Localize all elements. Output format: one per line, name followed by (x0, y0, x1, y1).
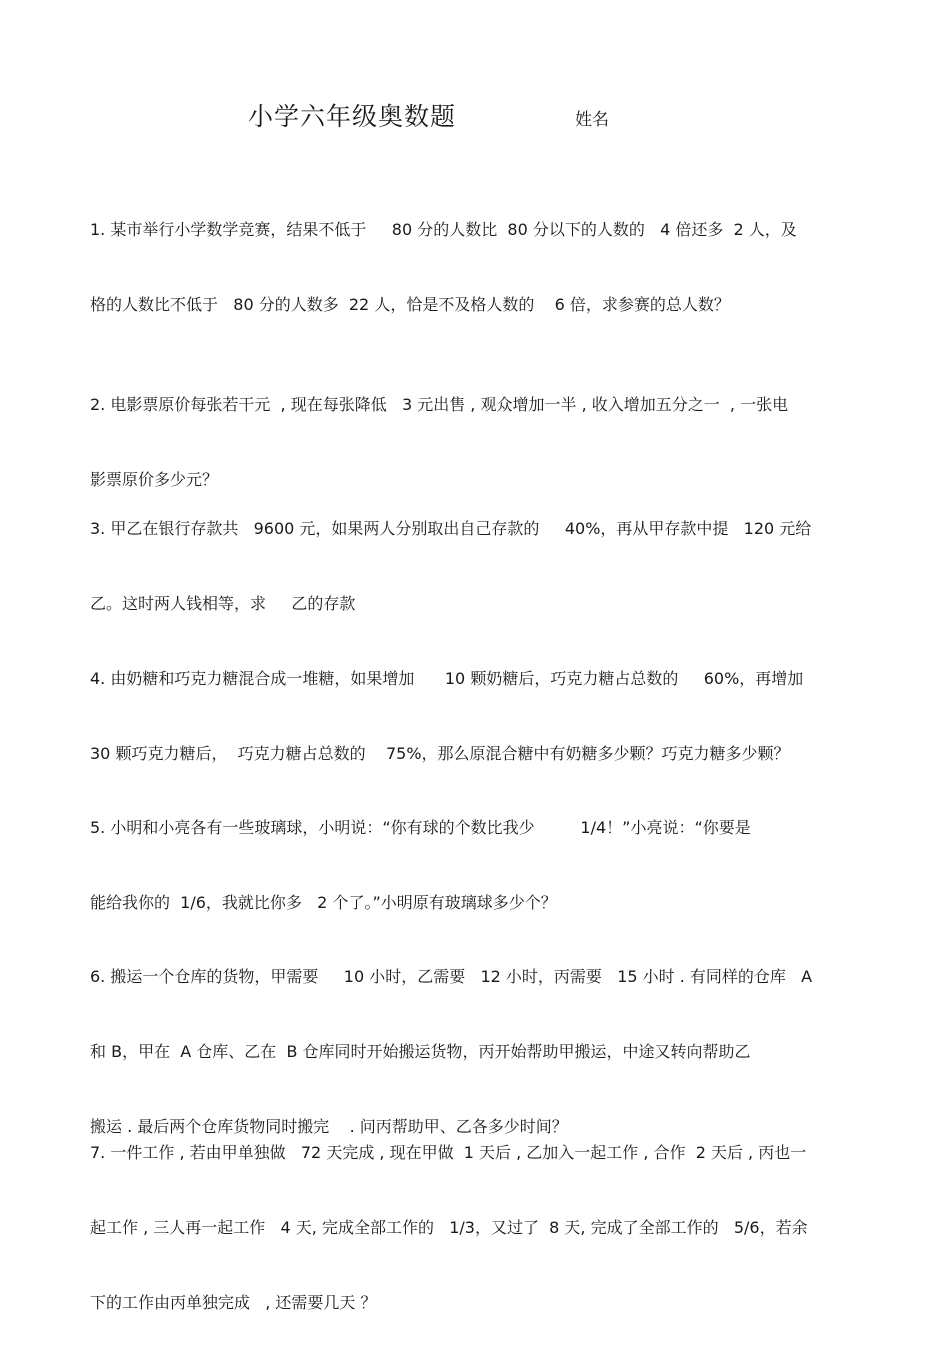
question-line: 30 颗巧克力糖后， 巧克力糖占总数的 75%，那么原混合糖中有奶糖多少颗？巧克力糖多少颗？ (90, 744, 790, 763)
question-line: 2. 电影票原价每张若干元 , 现在每张降低 3 元出售 , 观众增加一半 , 收入增加五分之一 , 一张电 (90, 395, 789, 414)
question-line: 7. 一件工作 , 若由甲单独做 72 天完成 , 现在甲做 1 天后 , 乙加入一起工作 , 合作 2 天后 , 丙也一 (90, 1143, 807, 1162)
question-line: 下的工作由丙单独完成 , 还需要几天 ？ (90, 1293, 377, 1312)
question-line: 和 B，甲在 A 仓库、乙在 B 仓库同时开始搬运货物，丙开始帮助甲搬运，中途又转向帮助乙 (90, 1042, 751, 1061)
question-line: 6. 搬运一个仓库的货物，甲需要 10 小时，乙需要 12 小时，丙需要 15 小时 . 有同样的仓库 A (90, 967, 813, 986)
question-line: 3. 甲乙在银行存款共 9600 元，如果两人分别取出自己存款的 40%，再从甲存款中提 120 元给 (90, 519, 812, 538)
question-1 (90, 167, 862, 367)
question-line: 能给我你的 1/6，我就比你多 2 个了。”小明原有玻璃球多少个？ (90, 893, 557, 912)
question-line: 4. 由奶糖和巧克力糖混合成一堆糖，如果增加 10 颗奶糖后，巧克力糖占总数的 60%，再增加 (90, 669, 804, 688)
page-title: 小学六年级奥数题 (248, 102, 457, 131)
question-line: 格的人数比不低于 80 分的人数多 22 人，恰是不及格人数的 6 倍，求参赛的总人数？ (90, 295, 730, 314)
name-field-label: 姓名 (575, 110, 609, 130)
question-line: 1. 某市举行小学数学竞赛，结果不低于 80 分的人数比 80 分以下的人数的 4 倍还多 2 人，及 (90, 220, 797, 239)
question-line: 搬运 . 最后两个仓库货物同时搬完 . 问丙帮助甲、乙各多少时间？ (90, 1117, 568, 1136)
question-line: 乙。这时两人钱相等，求 乙的存款 (90, 594, 356, 613)
worksheet-header (0, 100, 950, 140)
question-line: 起工作 , 三人再一起工作 4 天, 完成全部工作的 1/3，又过了 8 天, 完成了全部工作的 5/6，若余 (90, 1218, 808, 1237)
question-line: 影票原价多少元？ (90, 470, 219, 489)
question-line: 5. 小明和小亮各有一些玻璃球，小明说：“你有球的个数比我少 1/4！”小亮说：“你要是 (90, 818, 751, 837)
question-7 (90, 1090, 862, 1365)
